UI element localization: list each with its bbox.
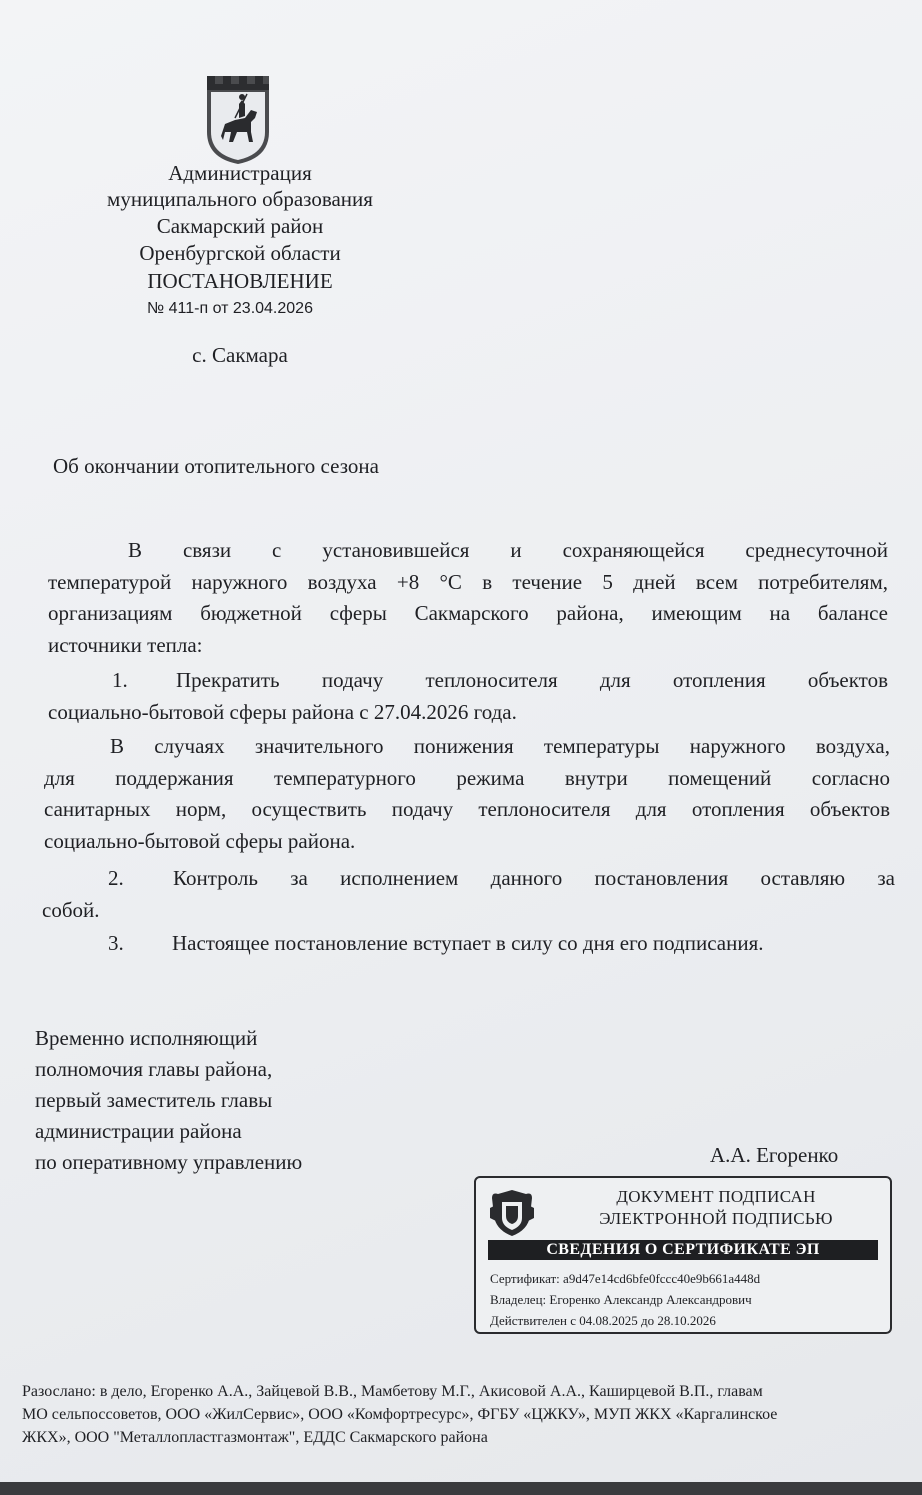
item-3-number: 3. (108, 931, 124, 955)
signatory-line-4: администрации района (35, 1119, 242, 1143)
distribution-list (22, 1380, 922, 1449)
item-1-line-1 (48, 665, 888, 697)
intro-line-4: источники тепла: (48, 632, 203, 657)
intro-line-2: температурой наружного воздуха +8 °С в течение 5 дней всем потребителям, (48, 569, 888, 594)
document-subject: Об окончании отопительного сезона (53, 454, 379, 478)
e-signature-title-line-1: ДОКУМЕНТ ПОДПИСАН (616, 1187, 816, 1206)
item-3 (42, 928, 895, 960)
e-signature-stamp (474, 1176, 892, 1334)
item-1-extra-line-2: для поддержания температурного режима внутри помещений согласно (44, 765, 890, 790)
intro-line-3: организациям бюджетной сферы Сакмарского района, имеющим на балансе (48, 601, 888, 625)
item-3-line-1 (42, 928, 895, 960)
item-2-number: 2. (108, 866, 124, 890)
item-1-text: Прекратить подачу теплоносителя для отопления объектов (176, 668, 888, 692)
item-1-extra (44, 731, 890, 857)
signatory-position (35, 1023, 302, 1178)
page-edge (0, 1482, 922, 1495)
document-type: ПОСТАНОВЛЕНИЕ (147, 269, 333, 293)
intro-line-1: В связи с установившейся и сохраняющейся среднесуточной (128, 538, 888, 562)
item-2-line-2: собой. (42, 897, 100, 922)
signatory-line-3: первый заместитель главы (35, 1088, 273, 1112)
item-1 (48, 665, 888, 728)
org-line-1: Администрация (168, 161, 312, 185)
org-line-4: Оренбургской области (139, 241, 341, 265)
signatory-line-5: по оперативному управлению (35, 1150, 303, 1174)
certificate-number: Сертификат: a9d47e14cd6bfe0fccc40e9b661a448d (490, 1271, 761, 1286)
e-signature-title-line-2: ЭЛЕКТРОННОЙ ПОДПИСЬЮ (599, 1209, 833, 1228)
signatory-name: А.А. Егоренко (710, 1143, 839, 1167)
district-coat-of-arms-icon (205, 74, 271, 166)
document-place: с. Сакмара (192, 343, 288, 367)
org-line-2: муниципального образования (107, 187, 373, 211)
certificate-owner: Владелец: Егоренко Александр Александрович (490, 1292, 752, 1307)
item-1-extra-line-4: социально-бытовой сферы района. (44, 828, 356, 853)
intro-paragraph (48, 535, 888, 661)
certificate-info-bar: СВЕДЕНИЯ О СЕРТИФИКАТЕ ЭП (488, 1240, 878, 1260)
item-1-extra-line-3: санитарных норм, осуществить подачу теплоносителя для отопления объектов (44, 797, 890, 821)
item-1-number: 1. (112, 668, 128, 692)
item-1-line-2: социально-бытовой сферы района с 27.04.2026 года. (48, 699, 517, 724)
certificate-validity: Действителен с 04.08.2025 до 28.10.2026 (490, 1313, 716, 1328)
document-number: № 411-п от 23.04.2026 (147, 300, 313, 317)
item-2 (42, 863, 895, 926)
signatory-line-1: Временно исполняющий (35, 1026, 258, 1050)
signatory-line-2: полномочия главы района, (35, 1057, 273, 1081)
item-2-text: Контроль за исполнением данного постановления оставляю за (173, 866, 895, 890)
item-3-text: Настоящее постановление вступает в силу со дня его подписания. (172, 931, 764, 955)
certificate-details (490, 1268, 760, 1331)
coat-of-arms-icon (488, 1186, 536, 1238)
distribution-line-2: МО сельпоссоветов, ООО «ЖилСервис», ООО «Комфортресурс», ФГБУ «ЦЖКУ», МУП ЖКХ «Каргалинское (22, 1406, 778, 1423)
distribution-line-3: ЖКХ», ООО "Металлопластгазмонтаж", ЕДДС Сакмарского района (22, 1429, 488, 1446)
item-1-extra-line-1: В случаях значительного понижения температуры наружного воздуха, (110, 734, 890, 758)
e-signature-title (566, 1186, 866, 1230)
item-2-line-1 (42, 863, 895, 895)
org-line-3: Сакмарский район (156, 214, 324, 238)
distribution-line-1: Разослано: в дело, Егоренко А.А., Зайцевой В.В., Мамбетову М.Г., Акисовой А.А., Каширцевой В.П., главам (22, 1383, 763, 1400)
